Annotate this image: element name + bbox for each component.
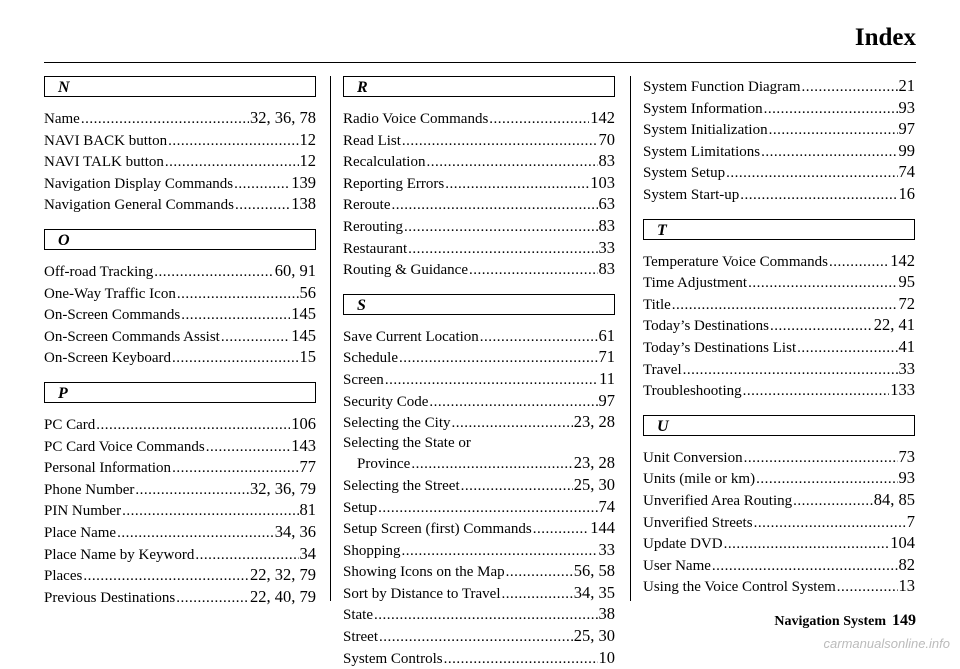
index-entry-label: PC Card Voice Commands [44,438,205,455]
index-entry-label: Setup Screen (first) Commands [343,521,532,538]
dot-leader [469,261,598,281]
index-entry-pages: 77 [299,457,316,477]
index-entry-label: Save Current Location [343,328,479,345]
index-entry-label: Street [343,629,378,646]
index-entry [343,561,615,583]
index-entry [44,414,316,436]
index-entry-pages: 74 [898,162,915,182]
index-entry [44,130,316,152]
index-entry-label: Unverified Streets [643,514,753,531]
index-entry [343,108,615,130]
index-entry-pages: 12 [299,129,316,149]
index-entry-pages: 133 [890,380,915,400]
index-entry-pages: 23, 28 [573,412,615,432]
index-entry [643,337,915,359]
dot-leader [206,438,291,458]
dot-leader [683,361,898,381]
index-entry-pages: 56 [299,282,316,302]
dot-leader [764,100,898,120]
index-entry-label: Place Name by Keyword [44,546,195,563]
index-entry [44,479,316,501]
index-entry [643,468,915,490]
index-entry-pages: 99 [898,140,915,160]
index-entry-label: User Name [643,557,711,574]
index-entry [343,604,615,626]
index-entry-pages: 11 [599,368,615,388]
index-entry-pages: 83 [598,151,615,171]
index-entry-pages: 34 [299,543,316,563]
index-entry-pages: 145 [291,325,316,345]
index-entry [343,583,615,605]
index-entry [343,391,615,413]
index-entry-label: Unverified Area Routing [643,492,793,509]
index-entry-pages: 7 [906,511,915,531]
index-entry-label: Recalculation [343,154,426,171]
dot-leader [81,110,249,130]
dot-leader [480,328,598,348]
index-entry-pages: 22, 32, 79 [250,565,316,585]
index-entry-label: Showing Icons on the Map [343,564,505,581]
index-entry-pages: 12 [299,151,316,171]
index-entry-label: System Initialization [643,122,768,139]
index-entry-label: Radio Voice Commands [343,111,489,127]
index-entry-pages: 38 [598,604,615,624]
index-entry [643,98,915,120]
index-entry-label: Today’s Destinations List [643,339,797,356]
index-entry-label: System Setup [643,165,726,182]
dot-leader [461,477,573,497]
index-entry [643,380,915,402]
index-entry-label: On-Screen Keyboard [44,350,172,367]
dot-leader [429,393,597,413]
index-entry [44,436,316,458]
index-entry-label: Schedule [343,350,398,367]
index-entry-label: Update DVD [643,536,723,553]
dot-leader [176,589,249,609]
index-entry-pages: 104 [890,533,915,553]
dot-leader [837,578,898,598]
index-entry-pages: 138 [291,194,316,214]
dot-leader [404,218,598,238]
index-entry [44,326,316,348]
index-entry [643,76,915,98]
page-title: Index [854,24,916,51]
index-entry-label: On-Screen Commands Assist [44,328,220,345]
index-entry-pages: 145 [291,304,316,324]
index-entry [44,173,316,195]
index-entry-pages: 21 [898,76,915,95]
index-entry-pages: 34, 35 [573,582,615,602]
index-entry [343,151,615,173]
index-entry-label: State [343,607,373,624]
index-entry-pages: 22, 40, 79 [250,586,316,606]
index-entry [643,315,915,337]
dot-leader [748,274,897,294]
index-entry-label: Places [44,568,83,585]
index-entry-pages: 106 [291,413,316,433]
index-entry-label: System Information [643,100,763,117]
dot-leader [154,263,273,283]
index-entry [44,457,316,479]
dot-leader [378,499,597,519]
index-column-2 [343,76,615,669]
section-header: R [343,76,615,97]
index-entry-label: Today’s Destinations [643,318,770,335]
index-entry [343,259,615,281]
dot-leader [122,502,298,522]
index-entry-label: Selecting the Street [343,477,460,494]
index-entry-label: Title [643,296,671,313]
dot-leader [761,143,897,163]
dot-leader [83,567,249,587]
footer-section-title: Navigation System [774,614,886,629]
index-entry [44,347,316,369]
index-entry [343,326,615,348]
index-entry-pages: 81 [299,500,316,520]
index-entry-pages: 60, 91 [274,260,316,280]
dot-leader [221,328,290,348]
dot-leader [744,449,898,469]
dot-leader [802,78,898,98]
dot-leader [181,306,290,326]
index-entry-label: Off-road Tracking [44,263,154,280]
index-entry-label: Troubleshooting [643,383,742,400]
index-entry [643,272,915,294]
index-entry [643,251,915,273]
index-entry-label: Unit Conversion [643,449,743,466]
dot-leader [726,164,897,184]
index-entry-pages: 93 [898,97,915,117]
index-entry-label: Rerouting [343,218,403,235]
dot-leader [797,339,897,359]
index-entry-label: Temperature Voice Commands [643,253,829,270]
index-entry [343,347,615,369]
index-entry-label: Navigation Display Commands [44,175,234,192]
index-entry-label: System Controls [343,650,443,667]
dot-leader [234,175,290,195]
dot-leader [172,349,298,369]
index-entry-label: Units (mile or km) [643,471,756,488]
index-entry [643,294,915,316]
section-header: N [44,76,316,97]
index-entry-label: PIN Number [44,503,122,520]
index-entry-label: Security Code [343,393,429,410]
index-entry [643,119,915,141]
dot-leader [379,628,573,648]
index-entry-pages: 143 [291,435,316,455]
index-entry-label: Using the Voice Control System [643,579,836,596]
index-entry [343,453,615,475]
index-entry [44,544,316,566]
index-entry-label: Reroute [343,197,391,214]
dot-leader [177,285,299,305]
index-entry-pages: 41 [898,336,915,356]
index-entry-label: Previous Destinations [44,589,176,606]
index-entry-pages: 32, 36, 79 [250,478,316,498]
index-entry-pages: 103 [590,172,615,192]
index-entry-pages: 71 [598,347,615,367]
index-column-3 [643,76,915,598]
index-entry-pages: 22, 41 [873,315,915,335]
dot-leader [769,121,898,141]
index-entry-pages: 142 [890,250,915,270]
index-entry-label: Screen [343,371,384,388]
index-entry [343,369,615,391]
index-entry-pages: 32, 36, 78 [250,108,316,127]
index-entry-label: Travel [643,361,682,378]
index-entry-label: NAVI TALK button [44,154,164,171]
dot-leader [533,520,590,540]
index-entry-pages: 10 [598,647,615,667]
index-entry-pages: 25, 30 [573,474,615,494]
index-entry-pages: 61 [598,325,615,345]
index-entry-label: Name [44,111,80,127]
index-entry [343,648,615,669]
dot-leader [195,546,298,566]
index-entry-pages: 63 [598,194,615,214]
index-entry-label: PC Card [44,416,96,433]
dot-leader [96,416,290,436]
index-entry [44,500,316,522]
page-number: 149 [892,612,916,629]
index-entry-pages: 33 [598,539,615,559]
dot-leader [391,196,597,216]
dot-leader [426,153,597,173]
index-entry [44,304,316,326]
index-entry-pages: 97 [898,119,915,139]
index-entry [343,518,615,540]
dot-leader [408,240,597,260]
dot-leader [135,481,249,501]
index-entry-label: System Start-up [643,186,740,203]
index-entry-pages: 23, 28 [573,453,615,473]
index-entry-label: Setup [343,499,378,516]
index-entry-pages: 33 [598,237,615,257]
index-entry-label: Personal Information [44,460,172,477]
index-entry [643,576,915,598]
dot-leader [399,349,598,369]
dot-leader [117,524,274,544]
index-entry [643,490,915,512]
dot-leader [444,650,598,669]
index-entry [343,626,615,648]
index-entry [44,522,316,544]
index-entry-pages: 33 [898,358,915,378]
index-entry-label: Phone Number [44,481,135,498]
index-entry [44,108,316,130]
index-entry-label: On-Screen Commands [44,307,181,324]
index-entry [44,283,316,305]
index-entry-label: Read List [343,132,401,149]
index-entry-label: System Function Diagram [643,79,801,95]
index-entry [343,412,615,434]
dot-leader [489,110,589,130]
index-entry-pages: 56, 58 [573,561,615,581]
section-header: P [44,382,316,403]
index-entry-pages: 13 [898,576,915,596]
section-header: T [643,219,915,240]
index-entry [643,141,915,163]
index-entry [643,359,915,381]
index-entry [343,497,615,519]
index-entry-pages: 93 [898,468,915,488]
index-entry [44,587,316,609]
index-entry [643,533,915,555]
index-column-1 [44,76,316,608]
dot-leader [829,253,889,273]
column-divider [630,76,631,601]
index-entry-pages: 144 [590,518,615,538]
dot-leader [165,153,299,173]
index-entry-label: Place Name [44,524,117,541]
index-entry [343,238,615,260]
index-entry-label: Province [357,456,411,473]
header-rule [44,62,916,63]
dot-leader [770,317,873,337]
index-entry-pages: 74 [598,496,615,516]
dot-leader [754,514,906,534]
dot-leader [402,132,598,152]
index-entry [643,512,915,534]
index-entry-pages: 84, 85 [873,489,915,509]
index-entry [343,475,615,497]
dot-leader [411,455,572,475]
index-entry [343,540,615,562]
dot-leader [172,459,298,479]
index-entry-label: Navigation General Commands [44,197,234,214]
index-entry-pages: 139 [291,172,316,192]
dot-leader [672,296,898,316]
dot-leader [793,492,873,512]
dot-leader [502,585,573,605]
index-entry-label: System Limitations [643,143,761,160]
index-entry-pages: 82 [898,554,915,574]
dot-leader [506,563,573,583]
dot-leader [374,606,598,626]
dot-leader [402,542,598,562]
dot-leader [743,382,890,402]
index-entry [44,565,316,587]
index-entry-pages: 83 [598,259,615,279]
index-entry [343,216,615,238]
section-header: S [343,294,615,315]
index-entry-pages: 142 [590,108,615,127]
index-entry-pages: 97 [598,390,615,410]
index-entry-pages: 83 [598,215,615,235]
column-divider [330,76,331,601]
dot-leader [385,371,598,391]
index-entry-label: Selecting the State or [343,434,471,451]
watermark: carmanualsonline.info [823,636,950,651]
index-entry [343,130,615,152]
dot-leader [451,414,572,434]
dot-leader [235,196,290,216]
section-header: U [643,415,915,436]
index-entry-pages: 72 [898,293,915,313]
index-entry-label: Time Adjustment [643,275,748,292]
index-entry [643,162,915,184]
dot-leader [740,186,897,206]
index-entry-label: Shopping [343,542,401,559]
index-entry [643,555,915,577]
page-footer [774,612,916,630]
dot-leader [756,470,897,490]
index-entry [643,184,915,206]
index-entry-pages: 95 [898,272,915,292]
index-entry [343,173,615,195]
index-entry-pages: 70 [598,129,615,149]
index-entry [343,194,615,216]
index-entry-label: Routing & Guidance [343,262,468,279]
index-entry-pages: 15 [299,347,316,367]
section-header: O [44,229,316,250]
index-entry [44,261,316,283]
index-entry-label: Reporting Errors [343,175,445,192]
index-entry-pages: 73 [898,446,915,466]
index-entry-pages: 16 [898,183,915,203]
index-entry-label: NAVI BACK button [44,132,168,149]
index-entry-label: One-Way Traffic Icon [44,285,176,302]
index-entry-pages: 25, 30 [573,626,615,646]
index-entry-label: Selecting the City [343,415,451,432]
index-entry-label: Restaurant [343,240,408,257]
dot-leader [445,175,589,195]
index-entry [643,447,915,469]
index-entry-label: Sort by Distance to Travel [343,585,501,602]
index-entry [44,151,316,173]
index-entry [44,194,316,216]
dot-leader [712,557,898,577]
dot-leader [168,132,298,152]
index-entry-pages: 34, 36 [274,521,316,541]
dot-leader [724,535,890,555]
